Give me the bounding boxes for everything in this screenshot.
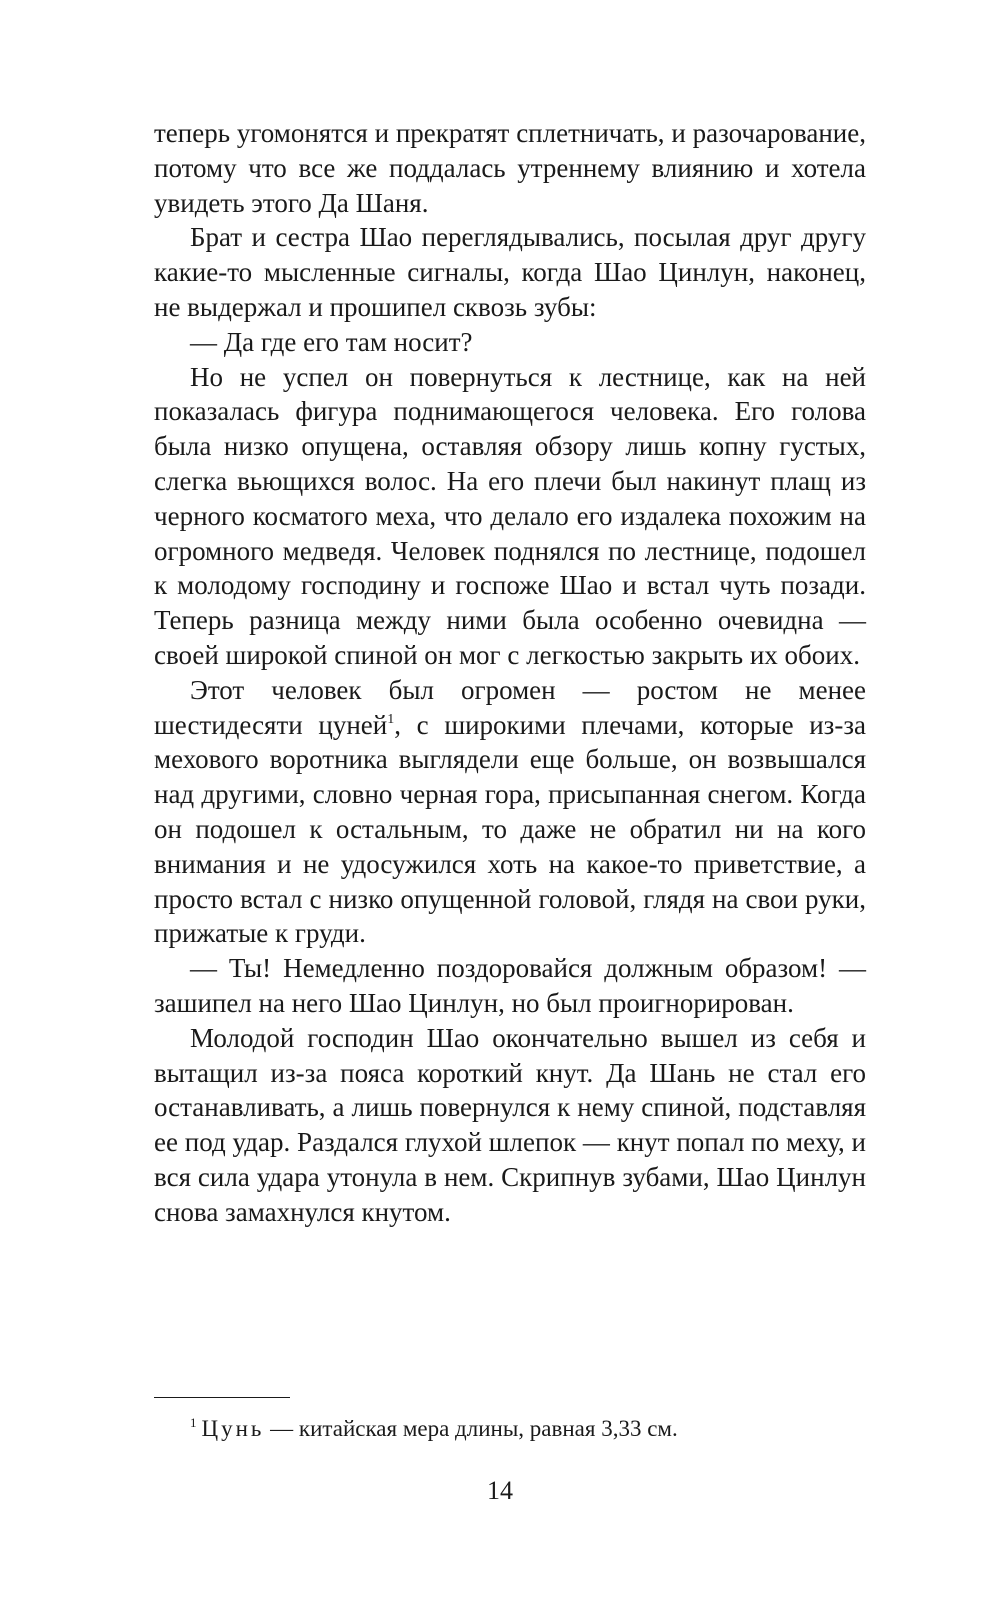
- paragraph-5-start: Этот человек был огромен — ростом не менее шестидесяти цуней: [154, 674, 866, 740]
- paragraph-6: — Ты! Немедленно поздоровайся должным образом! — зашипел на него Шао Цинлун, но был проигнорирован.: [154, 953, 866, 1018]
- paragraph-5: [154, 673, 866, 951]
- paragraph-2: Брат и сестра Шао переглядывались, посылая друг другу какие-то мысленные сигналы, когда Шао Цинлун, наконец, не выдержал и прошипел сквозь зубы:: [154, 222, 866, 322]
- footnote: [190, 1414, 678, 1444]
- page-number: 14: [487, 1476, 513, 1505]
- paragraph-7: Молодой господин Шао окончательно вышел из себя и вытащил из-за пояса короткий кнут. Да Шань не стал его останавливать, а лишь повернулся к нему спиной, подставляя ее под удар. Раздался глухой шлепок — кнут попал по меху, и вся сила удара утонула в нем. Скрипнув зубами, Шао Цинлун снова замахнулся кнутом.: [154, 1022, 866, 1227]
- footnote-term: Цунь: [201, 1416, 265, 1441]
- footnote-text: — китайская мера длины, равная 3,33 см.: [264, 1416, 678, 1441]
- paragraph-4: Но не успел он повернуться к лестнице, как на ней показалась фигура поднимающегося человека. Его голова была низко опущена, оставляя обзору лишь копну густых, слегка вьющихся волос. На его плечи был накинут плащ из черного косматого меха, что делало его издалека похожим на огромного медведя. Человек поднялся по лестнице, подошел к молодому господину и госпоже Шао и встал чуть позади. Теперь разница между ними была особенно очевидна — своей широкой спиной он мог с легкостью закрыть их обоих.: [154, 361, 866, 670]
- paragraph-3: — Да где его там носит?: [190, 326, 473, 357]
- paragraph-5-rest: , с широкими плечами, которые из-за мехового воротника выглядели еще больше, он возвышался над другими, словно черная гора, присыпанная снегом. Когда он подошел к остальным, то даже не обратил ни на кого внимания и не удосужился хоть на какое-то приветствие, а просто встал с низко опущенной головой, глядя на свои руки, прижатые к груди.: [154, 709, 866, 949]
- footnote-reference[interactable]: 1: [387, 711, 395, 727]
- page-body: [154, 116, 866, 1230]
- paragraph-1: теперь угомонятся и прекратят сплетничать, и разочарование, потому что все же поддалась утреннему влиянию и хотела увидеть этого Да Шаня.: [154, 118, 866, 218]
- footnote-divider: [154, 1397, 290, 1398]
- main-text: [154, 116, 866, 1230]
- footnote-marker: 1: [190, 1415, 197, 1430]
